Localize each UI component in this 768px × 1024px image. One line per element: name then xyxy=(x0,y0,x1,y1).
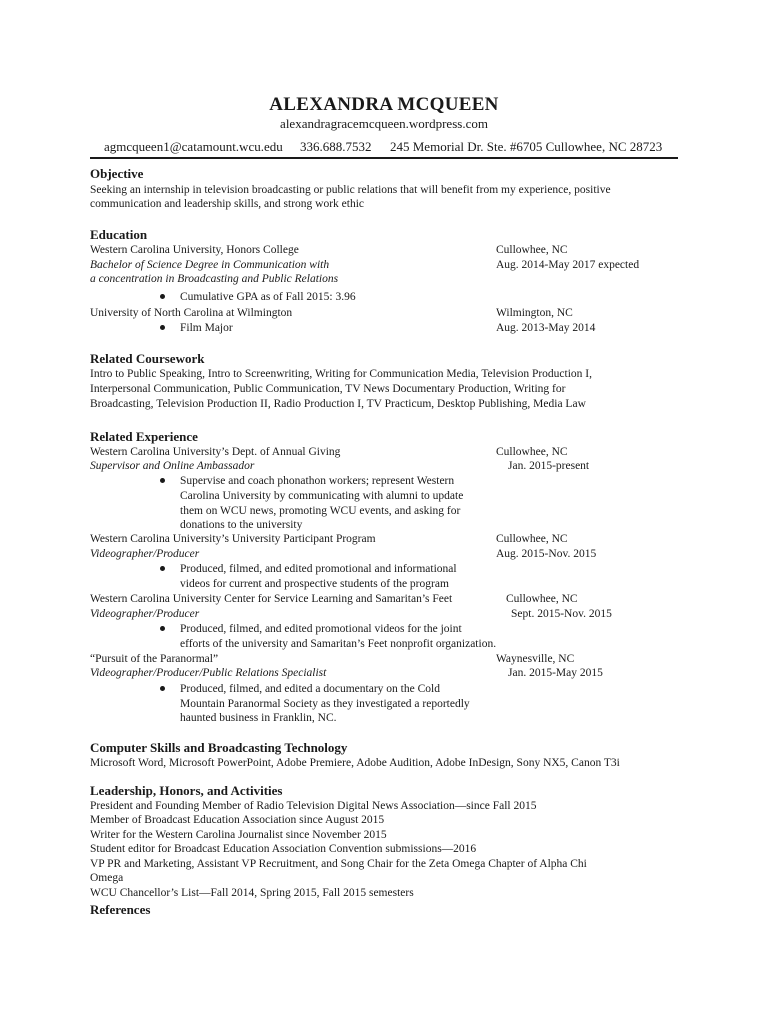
experience-heading: Related Experience xyxy=(90,429,198,444)
job-title: Videographer/Producer xyxy=(90,608,200,620)
job-dates: Jan. 2015-May 2015 xyxy=(508,667,603,679)
major-text: Film Major xyxy=(180,322,233,334)
degree-line: a concentration in Broadcasting and Public Relations xyxy=(90,273,339,285)
phone-number: 336.688.7532 xyxy=(300,139,372,154)
school-location: Wilmington, NC xyxy=(496,307,573,319)
job-description-line: Supervise and coach phonathon workers; represent Western xyxy=(180,475,455,487)
skills-text: Microsoft Word, Microsoft PowerPoint, Adobe Premiere, Adobe Audition, Adobe InDesign, Sony NX5, Canon T3i xyxy=(90,757,620,769)
website-link[interactable]: alexandragracemcqueen.wordpress.com xyxy=(280,116,488,131)
leadership-item: President and Founding Member of Radio Television Digital News Association—since Fall 2015 xyxy=(90,800,537,812)
job-description-line: efforts of the university and Samaritan’s Feet nonprofit organization. xyxy=(180,638,497,650)
job-dates: Sept. 2015-Nov. 2015 xyxy=(511,608,612,620)
job-description-line: donations to the university xyxy=(180,519,303,531)
job-dates: Jan. 2015-present xyxy=(508,460,590,472)
bullet-icon xyxy=(160,626,165,631)
job-location: Cullowhee, NC xyxy=(506,593,578,605)
objective-text-line: Seeking an internship in television broadcasting or public relations that will benefit from my experience, positive xyxy=(90,184,611,196)
resume-name: ALEXANDRA MCQUEEN xyxy=(269,94,499,115)
job-organization: Western Carolina University’s Dept. of Annual Giving xyxy=(90,446,341,458)
coursework-line: Interpersonal Communication, Public Communication, TV News Documentary Production, Writing for xyxy=(90,383,566,395)
job-description-line: Produced, filmed, and edited a documentary on the Cold xyxy=(180,683,440,695)
job-organization: “Pursuit of the Paranormal” xyxy=(90,653,219,665)
job-description-line: Mountain Paranormal Society as they investigated a reportedly xyxy=(180,698,470,710)
job-description-line: haunted business in Franklin, NC. xyxy=(180,712,337,724)
objective-heading: Objective xyxy=(90,166,144,181)
job-location: Cullowhee, NC xyxy=(496,533,568,545)
bullet-icon xyxy=(160,686,165,691)
leadership-item: VP PR and Marketing, Assistant VP Recruitment, and Song Chair for the Zeta Omega Chapter of Alpha Chi xyxy=(90,858,587,870)
job-location: Waynesville, NC xyxy=(496,653,575,665)
leadership-item: Omega xyxy=(90,872,124,884)
coursework-line: Broadcasting, Television Production II, Radio Production I, TV Practicum, Desktop Publishing, Media Law xyxy=(90,398,586,410)
job-description-line: Produced, filmed, and edited promotional and informational xyxy=(180,563,457,575)
address: 245 Memorial Dr. Ste. #6705 Cullowhee, NC 28723 xyxy=(390,139,663,154)
job-title: Videographer/Producer/Public Relations Specialist xyxy=(90,667,327,679)
leadership-item: Student editor for Broadcast Education Association Convention submissions—2016 xyxy=(90,843,477,855)
email-link[interactable]: agmcqueen1@catamount.wcu.edu xyxy=(104,139,283,154)
job-description-line: videos for current and prospective students of the program xyxy=(180,578,449,590)
education-heading: Education xyxy=(90,227,148,242)
job-organization: Western Carolina University’s University Participant Program xyxy=(90,533,376,545)
header-divider xyxy=(90,157,678,159)
gpa-text: Cumulative GPA as of Fall 2015: 3.96 xyxy=(180,291,356,303)
job-organization: Western Carolina University Center for Service Learning and Samaritan’s Feet xyxy=(90,593,453,605)
job-description-line: Carolina University by communicating with alumni to update xyxy=(180,490,464,502)
bullet-icon xyxy=(160,478,165,483)
skills-heading: Computer Skills and Broadcasting Technology xyxy=(90,740,348,755)
leadership-item: WCU Chancellor’s List—Fall 2014, Spring 2015, Fall 2015 semesters xyxy=(90,887,414,899)
degree-line: Bachelor of Science Degree in Communication with xyxy=(90,259,330,271)
coursework-line: Intro to Public Speaking, Intro to Screenwriting, Writing for Communication Media, Television Production I, xyxy=(90,368,592,380)
leadership-heading: Leadership, Honors, and Activities xyxy=(90,783,283,798)
bullet-icon xyxy=(160,566,165,571)
job-location: Cullowhee, NC xyxy=(496,446,568,458)
leadership-item: Member of Broadcast Education Association since August 2015 xyxy=(90,814,385,826)
job-description-line: them on WCU news, promoting WCU events, and asking for xyxy=(180,505,461,517)
leadership-item: Writer for the Western Carolina Journalist since November 2015 xyxy=(90,829,387,841)
coursework-heading: Related Coursework xyxy=(90,351,205,366)
school-location: Cullowhee, NC xyxy=(496,244,568,256)
school-name: University of North Carolina at Wilmington xyxy=(90,307,293,319)
bullet-icon xyxy=(160,325,165,330)
job-dates: Aug. 2015-Nov. 2015 xyxy=(496,548,597,560)
school-dates: Aug. 2013-May 2014 xyxy=(496,322,596,334)
references-heading: References xyxy=(90,902,151,917)
objective-text-line: communication and leadership skills, and strong work ethic xyxy=(90,198,365,210)
school-name: Western Carolina University, Honors College xyxy=(90,244,299,256)
school-dates: Aug. 2014-May 2017 expected xyxy=(496,259,640,271)
bullet-icon xyxy=(160,294,165,299)
job-description-line: Produced, filmed, and edited promotional videos for the joint xyxy=(180,623,462,635)
job-title: Videographer/Producer xyxy=(90,548,200,560)
job-title: Supervisor and Online Ambassador xyxy=(90,460,255,472)
